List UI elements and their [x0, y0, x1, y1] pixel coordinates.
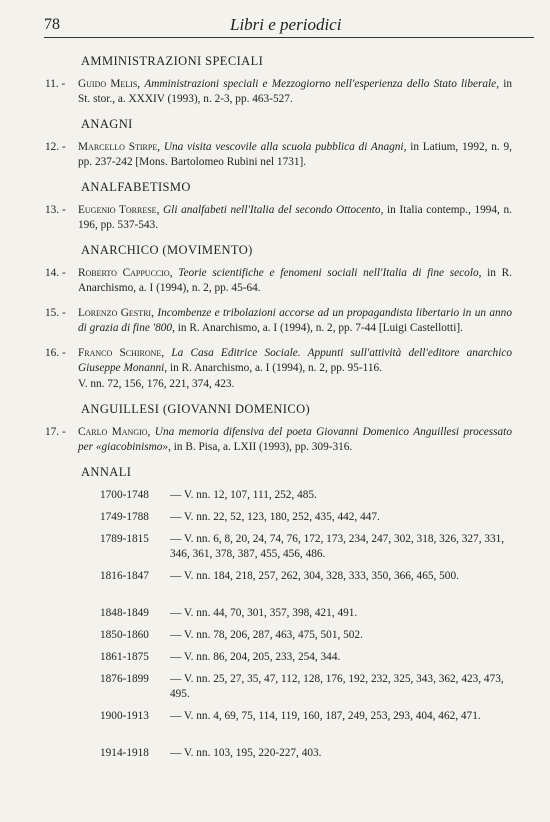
page-header — [44, 14, 534, 38]
cross-reference: V. nn. 72, 156, 176, 221, 374, 423. — [78, 378, 235, 390]
header-rule — [44, 37, 534, 38]
entry-title: Una visita vescovile alla scuola pubblica di Anagni — [163, 141, 404, 153]
bibliography-content — [0, 54, 550, 768]
annali-row — [100, 650, 512, 665]
annali-row — [100, 532, 512, 562]
annali-row — [100, 606, 512, 621]
year-range: 1789-1815 — [100, 533, 149, 545]
annali-row — [100, 569, 512, 599]
entry-title: La Casa Editrice Sociale. Appunti sull'attività dell'editore anarchico Giuseppe Monanni — [78, 347, 512, 374]
entry-citation: , in B. Pisa, a. LXII (1993), pp. 309-316. — [168, 441, 353, 453]
entry-refs: — V. nn. 22, 52, 123, 180, 252, 435, 442, 447. — [170, 511, 380, 523]
year-range: 1914-1918 — [100, 747, 149, 759]
year-range: 1700-1748 — [100, 489, 149, 501]
entry-author: Franco Schirone — [78, 347, 162, 359]
year-range: 1850-1860 — [100, 629, 149, 641]
bibliography-entry: 13. - Eugenio Torrese, Gli analfabeti nell'Italia del secondo Ottocento, in Italia contemp., 1994, n. 196, pp. 537-543. — [45, 204, 512, 231]
entry-refs: — V. nn. 4, 69, 75, 114, 119, 160, 187, 249, 253, 293, 404, 462, 471. — [170, 710, 481, 722]
year-range: 1900-1913 — [100, 710, 149, 722]
entry-refs: — V. nn. 6, 8, 20, 24, 74, 76, 172, 173, 234, 247, 302, 318, 326, 327, 331, 346, 361, 378, 387, 455, 456, 486. — [170, 533, 505, 560]
entry-author: Eugenio Torrese — [78, 204, 157, 216]
entry-refs: — V. nn. 86, 204, 205, 233, 254, 344. — [170, 651, 341, 663]
entry-citation: , in St. stor., a. XXXIV (1993), n. 2-3, pp. 463-527. — [78, 78, 512, 105]
bibliography-entry: 11. - Guido Melis, Amministrazioni speciali e Mezzogiorno nell'esperienza dello Stato liberale, in St. stor., a. XXXIV (1993), n. 2-3, pp. 463-527. — [45, 78, 512, 105]
entry-refs: — V. nn. 25, 27, 35, 47, 112, 128, 176, 192, 232, 325, 343, 362, 423, 473, 495. — [170, 673, 504, 700]
annali-list — [78, 488, 550, 761]
page-number: 78 — [44, 16, 60, 33]
annali-row — [100, 672, 512, 702]
section-heading: ANAGNI — [81, 117, 133, 131]
annali-row — [100, 628, 512, 643]
entry-citation: , in Latium, 1992, n. 9, pp. 237-242 [Mons. Bartolomeo Rubini nel 1731]. — [78, 141, 512, 168]
section-heading: ANNALI — [81, 465, 132, 479]
entry-author: Marcello Stirpe — [78, 141, 158, 153]
section-heading: ANGUILLESI (GIOVANNI DOMENICO) — [81, 402, 311, 416]
entry-author: Lorenzo Gestri — [78, 307, 152, 319]
entry-title: Amministrazioni speciali e Mezzogiorno nell'esperienza dello Stato liberale — [144, 78, 497, 90]
entry-refs: — V. nn. 78, 206, 287, 463, 475, 501, 502. — [170, 629, 363, 641]
entry-number: 14. - — [45, 267, 66, 279]
year-range: 1848-1849 — [100, 607, 149, 619]
annali-row — [100, 746, 512, 761]
annali-row — [100, 709, 512, 739]
entry-citation: , in R. Anarchismo, a. I (1994), n. 2, pp. 45-64. — [78, 267, 512, 294]
bibliography-entry: 16. - Franco Schirone, La Casa Editrice Sociale. Appunti sull'attività dell'editore anarchico Giuseppe Monanni, in R. Anarchismo, a. I (1994), n. 2, pp. 95-116. V. nn. 72, 156, 176, 221, 374, 423. — [45, 347, 512, 390]
running-title: Libri e periodici — [230, 15, 342, 34]
bibliography-entry: 17. - Carlo Mangio, Una memoria difensiva del poeta Giovanni Domenico Anguillesi processato per «giacobinismo», in B. Pisa, a. LXII (1993), pp. 309-316. — [45, 426, 512, 453]
entry-citation: , in R. Anarchismo, a. I (1994), n. 2, pp. 7-44 [Luigi Castellotti]. — [172, 322, 463, 334]
entry-number: 12. - — [45, 141, 66, 153]
entry-refs: — V. nn. 103, 195, 220-227, 403. — [170, 747, 322, 759]
entry-title: Teorie scientifiche e fenomeni sociali nell'Italia di fine secolo — [178, 267, 479, 279]
year-range: 1861-1875 — [100, 651, 149, 663]
year-range: 1749-1788 — [100, 511, 149, 523]
section-heading: ANALFABETISMO — [81, 180, 191, 194]
entry-author: Carlo Mangio — [78, 426, 148, 438]
entry-number: 17. - — [45, 426, 66, 438]
year-range: 1876-1899 — [100, 673, 149, 685]
entry-refs: — V. nn. 184, 218, 257, 262, 304, 328, 333, 350, 366, 465, 500. — [170, 570, 459, 582]
section-heading: ANARCHICO (MOVIMENTO) — [81, 243, 253, 257]
entry-title: Gli analfabeti nell'Italia del secondo Ottocento — [163, 204, 381, 216]
entry-refs: — V. nn. 44, 70, 301, 357, 398, 421, 491. — [170, 607, 358, 619]
entry-title: Una memoria difensiva del poeta Giovanni Domenico Anguillesi processato per «giacobinismo» — [78, 426, 512, 453]
entry-refs: — V. nn. 12, 107, 111, 252, 485. — [170, 489, 317, 501]
bibliography-entry: 12. - Marcello Stirpe, Una visita vescovile alla scuola pubblica di Anagni, in Latium, 1992, n. 9, pp. 237-242 [Mons. Bartolomeo Rubini nel 1731]. — [45, 141, 512, 168]
annali-row — [100, 510, 512, 525]
year-range: 1816-1847 — [100, 570, 149, 582]
entry-author: Guido Melis — [78, 78, 138, 90]
bibliography-entry: 14. - Roberto Cappuccio, Teorie scientifiche e fenomeni sociali nell'Italia di fine secolo, in R. Anarchismo, a. I (1994), n. 2, pp. 45-64. — [45, 267, 512, 294]
entry-author: Roberto Cappuccio — [78, 267, 170, 279]
entry-number: 11. - — [45, 78, 66, 90]
entry-number: 13. - — [45, 204, 66, 216]
entry-citation: , in Italia contemp., 1994, n. 196, pp. 537-543. — [78, 204, 512, 231]
section-heading: AMMINISTRAZIONI SPECIALI — [81, 54, 264, 68]
entry-citation: , in R. Anarchismo, a. I (1994), n. 2, pp. 95-116. — [164, 362, 382, 374]
annali-row — [100, 488, 512, 503]
entry-title: Incombenze e tribolazioni accorse ad un propagandista libertario in un anno di grazia di fine '800 — [78, 307, 512, 334]
bibliography-entry: 15. - Lorenzo Gestri, Incombenze e tribolazioni accorse ad un propagandista libertario in un anno di grazia di fine '800, in R. Anarchismo, a. I (1994), n. 2, pp. 7-44 [Luigi Castellotti]. — [45, 307, 512, 334]
entry-number: 15. - — [45, 307, 66, 319]
entry-number: 16. - — [45, 347, 66, 359]
